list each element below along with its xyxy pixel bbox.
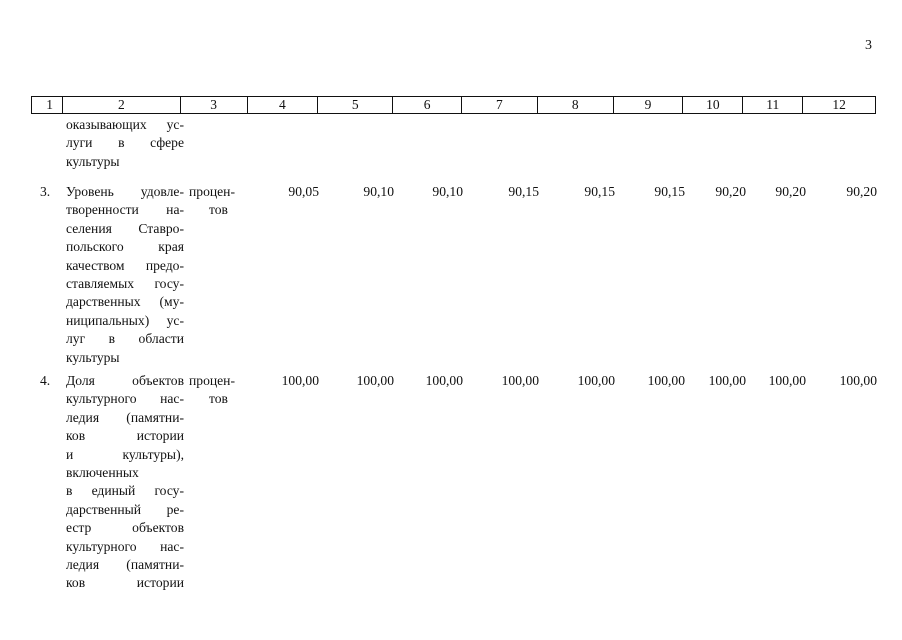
header-cell: 2 <box>63 97 181 113</box>
value-cell: 100,00 <box>425 373 463 388</box>
name-line: селения Ставро- <box>66 220 184 236</box>
header-cell: 9 <box>614 97 684 113</box>
unit-line: тов <box>209 391 228 407</box>
name-line: культурного нас- <box>66 391 184 407</box>
name-line: дарственных (му- <box>66 294 184 310</box>
page-number: 3 <box>865 38 872 53</box>
header-cell: 6 <box>393 97 462 113</box>
name-line: ледия (памятни- <box>66 557 184 573</box>
header-cell: 5 <box>318 97 393 113</box>
header-cell: 12 <box>832 97 846 113</box>
unit-cell <box>189 372 235 409</box>
unit-line: процен- <box>189 373 235 388</box>
row-number: 3. <box>40 184 51 199</box>
value-cell: 90,15 <box>508 184 539 199</box>
header-cell: 4 <box>248 97 319 113</box>
value-cell: 100,00 <box>768 373 806 388</box>
value-cell: 100,00 <box>839 373 877 388</box>
value-cell: 90,10 <box>363 184 394 199</box>
value-cell: 90,15 <box>584 184 615 199</box>
value-cell: 100,00 <box>577 373 615 388</box>
name-line: в единый госу- <box>66 483 184 499</box>
name-line: и культуры), <box>66 446 184 462</box>
header-cell: 7 <box>462 97 538 113</box>
name-line: ков истории <box>66 575 184 591</box>
name-line: луг в области <box>66 331 184 347</box>
header-cell: 1 <box>32 97 63 113</box>
value-cell: 90,15 <box>654 184 685 199</box>
value-cell: 90,05 <box>288 184 319 199</box>
unit-cell <box>189 183 235 220</box>
value-cell: 100,00 <box>708 373 746 388</box>
value-cell: 100,00 <box>647 373 685 388</box>
table-header-row <box>31 96 876 114</box>
indicator-name <box>66 372 184 593</box>
name-line: Уровень удовле- <box>66 184 184 199</box>
value-cell: 90,20 <box>846 184 877 199</box>
continued-indicator-name <box>66 116 184 171</box>
name-line: ставляемых госу- <box>66 276 184 292</box>
unit-line: тов <box>209 202 228 218</box>
name-line: естр объектов <box>66 520 184 536</box>
row-number: 4. <box>40 373 51 388</box>
name-line: качеством предо- <box>66 257 184 273</box>
name-line: польского края <box>66 239 184 255</box>
name-line: оказывающих ус- <box>66 117 184 132</box>
indicator-name <box>66 183 184 367</box>
value-cell: 100,00 <box>281 373 319 388</box>
name-line: творенности на- <box>66 202 184 218</box>
name-line: луги в сфере <box>66 135 184 151</box>
name-line: ков истории <box>66 428 184 444</box>
header-cell: 3 <box>181 97 248 113</box>
header-cell: 10 <box>683 97 743 113</box>
name-line: Доля объектов <box>66 373 184 388</box>
name-line: ледия (памятни- <box>66 409 184 425</box>
header-cell: 8 <box>538 97 614 113</box>
name-line: культурного нас- <box>66 538 184 554</box>
name-line: дарственный ре- <box>66 501 184 517</box>
unit-line: процен- <box>189 184 235 199</box>
name-line: культуры <box>66 153 120 169</box>
header-cell: 11 <box>743 97 803 113</box>
value-cell: 100,00 <box>356 373 394 388</box>
value-cell: 90,10 <box>432 184 463 199</box>
name-line: включенных <box>66 465 139 481</box>
name-line: культуры <box>66 349 120 365</box>
value-cell: 90,20 <box>715 184 746 199</box>
value-cell: 90,20 <box>775 184 806 199</box>
value-cell: 100,00 <box>501 373 539 388</box>
name-line: ниципальных) ус- <box>66 312 184 328</box>
